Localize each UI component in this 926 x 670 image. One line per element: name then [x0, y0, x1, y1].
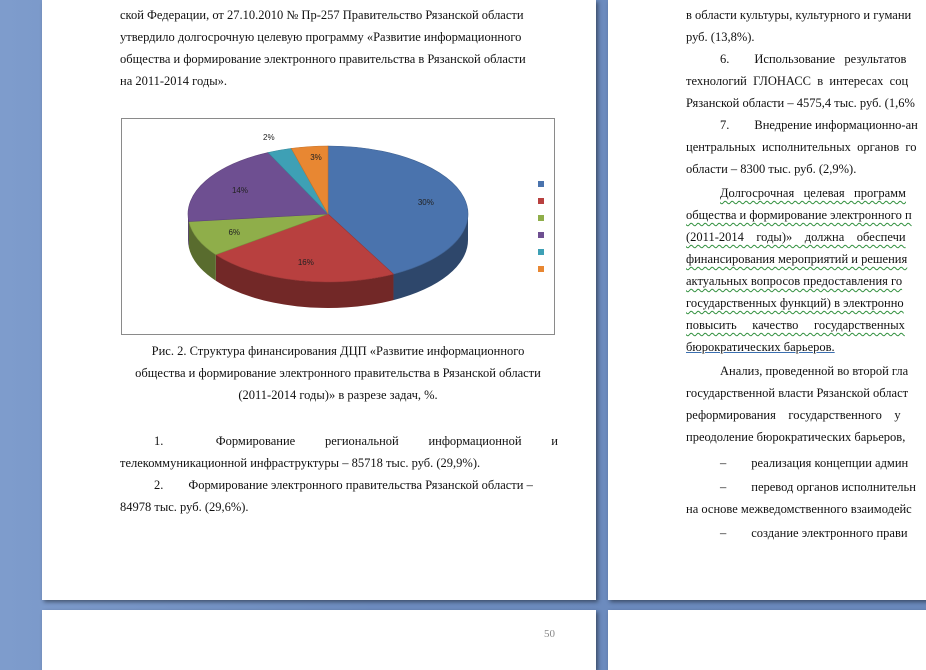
word: и: [551, 434, 558, 448]
document-page-left: [42, 0, 596, 600]
paragraph-line: на основе межведомственного взаимодейс: [686, 502, 912, 516]
legend-marker-5: [538, 249, 544, 255]
paragraph-line: общества и формирование электронного правительства в Рязанской области: [120, 52, 526, 66]
figure-caption-line: общества и формирование электронного правительства в Рязанской области: [135, 366, 541, 380]
paragraph-line: (2011-2014 годы)» должна обеспечи: [686, 230, 906, 244]
legend-marker-3: [538, 215, 544, 221]
pie-data-label: 30%: [417, 198, 434, 208]
pie-data-label: 6%: [228, 227, 241, 237]
page-number: 50: [544, 628, 555, 640]
paragraph-line: общества и формирование электронного п: [686, 208, 912, 222]
paragraph-line: государственной власти Рязанской област: [686, 386, 909, 400]
word: Формирование: [215, 434, 296, 448]
list-item-1-line2: телекоммуникационной инфраструктуры – 85718 тыс. руб. (29,9%).: [120, 456, 481, 470]
paragraph-line: руб. (13,8%).: [686, 30, 755, 44]
paragraph-line: реформирования государственного у: [686, 408, 901, 422]
pie-chart: [122, 119, 554, 334]
paragraph-line: центральных исполнительных органов го: [686, 140, 917, 154]
paragraph-line: – создание электронного прави: [720, 526, 908, 540]
paragraph-line: области – 8300 тыс. руб. (2,9%).: [686, 162, 857, 176]
paragraph-line: Анализ, проведенной во второй гла: [720, 364, 909, 378]
legend-marker-4: [538, 232, 544, 238]
legend-marker-1: [538, 181, 544, 187]
paragraph-line: государственных функций) в электронно: [686, 296, 904, 310]
pie-data-label: 2%: [263, 133, 275, 142]
document-page-right: [608, 0, 926, 600]
list-item-1-line1: [154, 433, 558, 449]
paragraph-line: утвердило долгосрочную целевую программу «Развитие информационного: [120, 30, 522, 44]
document-page-next-left: [42, 610, 596, 670]
figure-caption-line: Рис. 2. Структура финансирования ДЦП «Развитие информационного: [151, 344, 525, 358]
paragraph-line: повысить качество государственных: [686, 318, 905, 332]
paragraph-line: – перевод органов исполнительн: [720, 480, 916, 494]
document-page-next-right: [608, 610, 926, 670]
list-item-2-line1: 2. Формирование электронного правительства Рязанской области –: [154, 478, 533, 492]
legend-marker-2: [538, 198, 544, 204]
paragraph-line: Долгосрочная целевая программ: [720, 186, 906, 200]
pie-chart-frame[interactable]: [121, 118, 555, 335]
paragraph-line: преодоление бюрократических барьеров,: [686, 430, 906, 444]
paragraph-line: 7. Внедрение информационно-ан: [720, 118, 918, 132]
legend-marker-6: [538, 266, 544, 272]
paragraph-line: – реализация концепции админ: [720, 456, 909, 470]
paragraph-line: в области культуры, культурного и гумани: [686, 8, 912, 22]
figure-caption-line: (2011-2014 годы)» в разрезе задач, %.: [238, 388, 438, 402]
paragraph-line: технологий ГЛОНАСС в интересах соц: [686, 74, 909, 88]
paragraph-line: ской Федерации, от 27.10.2010 № Пр-257 Правительство Рязанской области: [120, 8, 524, 22]
paragraph-line: актуальных вопросов предоставления го: [686, 274, 903, 288]
paragraph-line: на 2011-2014 годы».: [120, 74, 228, 88]
pie-data-label: 3%: [310, 153, 322, 162]
word: информационной: [428, 434, 522, 448]
paragraph-line: Рязанской области – 4575,4 тыс. руб. (1,6%: [686, 96, 915, 110]
list-number: 1.: [154, 434, 164, 448]
word: региональной: [324, 434, 399, 448]
paragraph-line: 6. Использование результатов: [720, 52, 907, 66]
pie-data-label: 16%: [297, 257, 314, 267]
paragraph-line: бюрократических барьеров.: [686, 340, 835, 354]
paragraph-line: финансирования мероприятий и решения: [686, 252, 908, 266]
pie-data-label: 14%: [231, 186, 248, 196]
list-item-2-line2: 84978 тыс. руб. (29,6%).: [120, 500, 249, 514]
